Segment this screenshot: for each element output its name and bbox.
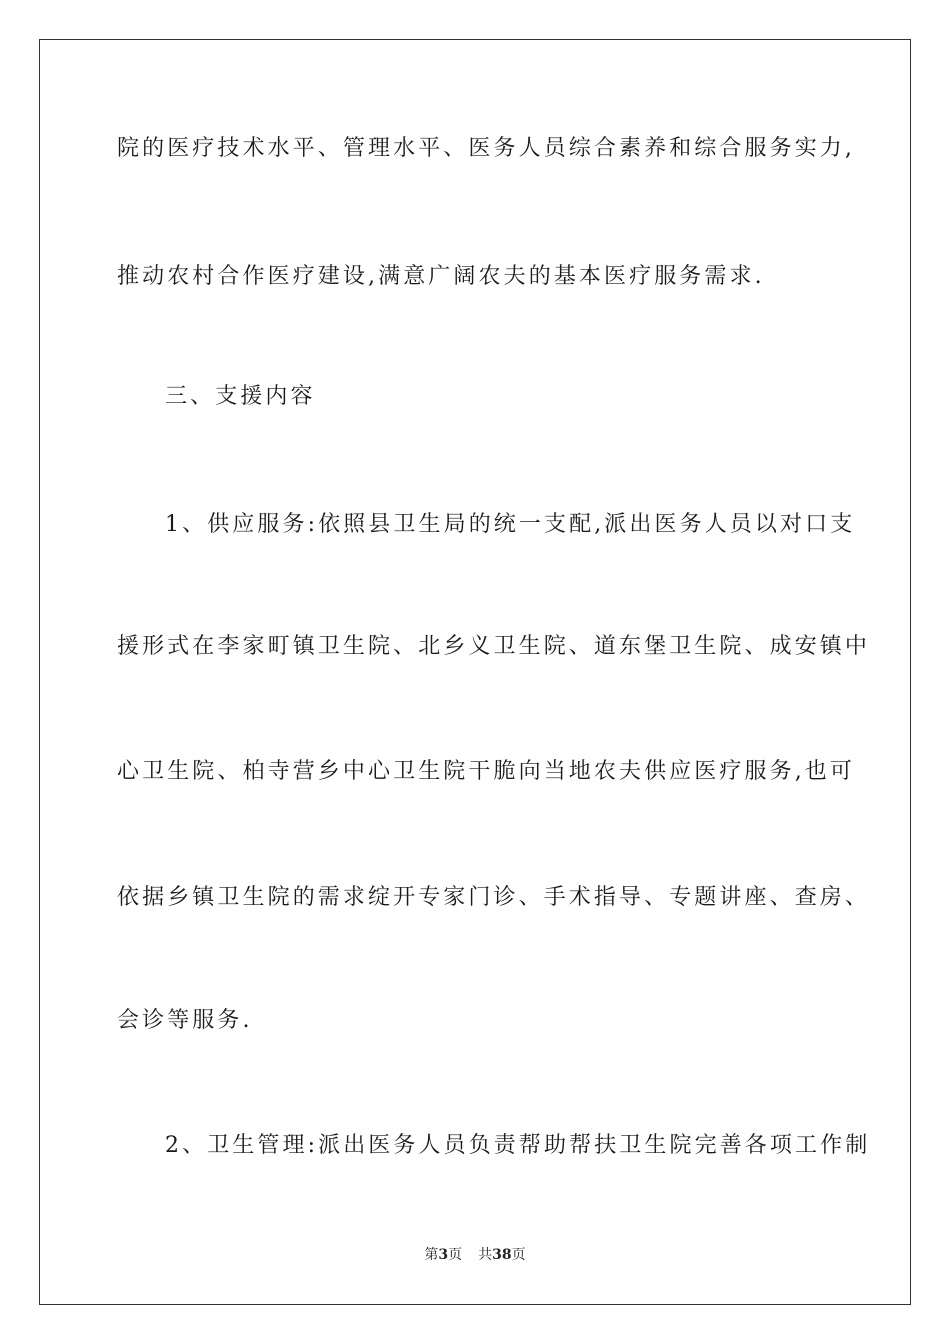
page-number: 3 bbox=[438, 1247, 449, 1263]
paragraph-line: 依据乡镇卫生院的需求绽开专家门诊、手术指导、专题讲座、查房、 bbox=[117, 885, 871, 910]
page-suffix: 页 bbox=[448, 1247, 463, 1263]
paragraph-line: 2、卫生管理:派出医务人员负责帮助帮扶卫生院完善各项工作制 bbox=[165, 1133, 871, 1158]
paragraph-line: 心卫生院、柏寺营乡中心卫生院干脆向当地农夫供应医疗服务,也可 bbox=[117, 759, 855, 784]
total-suffix: 页 bbox=[511, 1247, 526, 1263]
section-heading: 三、支援内容 bbox=[165, 384, 316, 409]
page-footer bbox=[0, 1246, 950, 1264]
page-border bbox=[39, 39, 911, 1305]
paragraph-line: 院的医疗技术水平、管理水平、医务人员综合素养和综合服务实力, bbox=[117, 136, 855, 161]
paragraph-line: 会诊等服务. bbox=[117, 1008, 253, 1033]
paragraph-line: 1、供应服务:依照县卫生局的统一支配,派出医务人员以对口支 bbox=[165, 512, 856, 537]
total-prefix: 共 bbox=[478, 1247, 493, 1263]
total-pages: 38 bbox=[492, 1247, 512, 1263]
paragraph-line: 援形式在李家町镇卫生院、北乡义卫生院、道东堡卫生院、成安镇中 bbox=[117, 634, 871, 659]
paragraph-line: 推动农村合作医疗建设,满意广阔农夫的基本医疗服务需求. bbox=[117, 264, 765, 289]
page-prefix: 第 bbox=[424, 1247, 439, 1263]
